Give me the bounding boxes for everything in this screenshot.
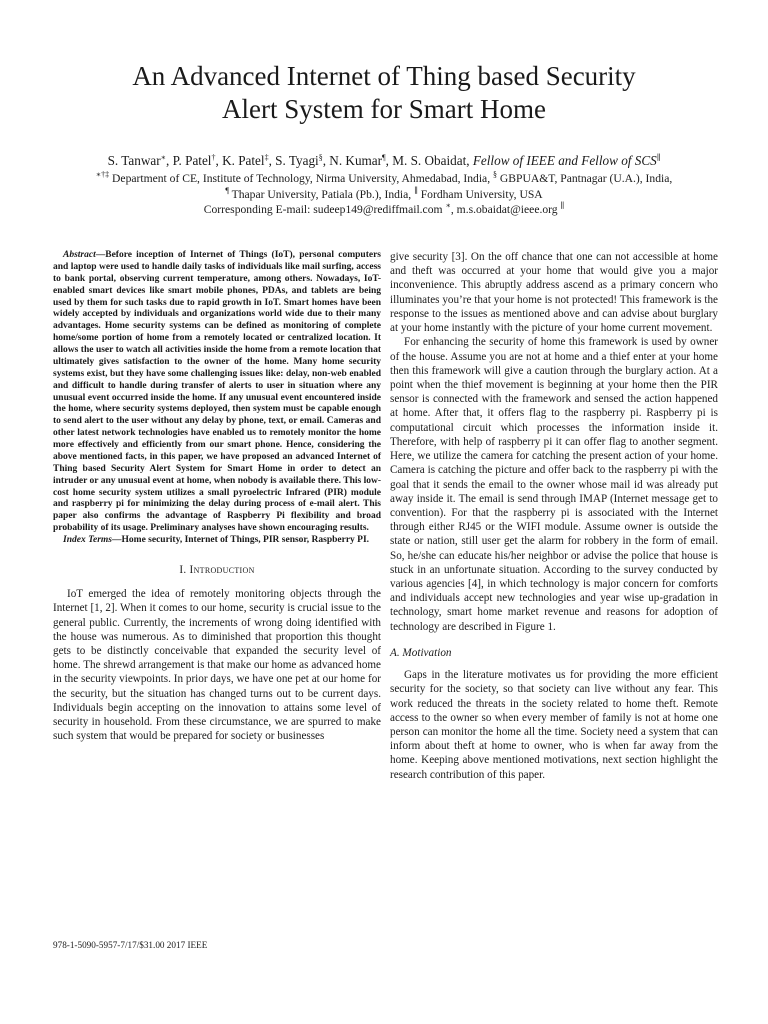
author-6-mark: ∥: [656, 153, 661, 162]
motivation-paragraph: Gaps in the literature motivates us for providing the more efficient security for the society, so that society can live without any fear. This work reduced the threats in the society related to home theft. Remote access to the owner so when every member of family is not at home one person can monitor the home all the time. Society need a system that can inform about theft at home to owner, who is when far away from the home. Keeping above mentioned motivations, next section highlight the research contribution of this paper.: [390, 669, 718, 781]
author-2: P. Patel: [172, 153, 212, 168]
author-list: S. Tanwar∗, P. Patel†, K. Patel‡, S. Tyagi§, N. Kumar¶, M. S. Obaidat, Fellow of IEEE and Fellow of SCS∥: [107, 153, 661, 168]
author-1: S. Tanwar: [107, 153, 161, 168]
paper-title: [40, 60, 728, 126]
subsection-heading-motivation: A. Motivation: [390, 646, 452, 659]
author-4-mark: §: [318, 153, 323, 162]
intro-paragraph-1-part-2: give security [3]. On the off chance that one can not accessible at home and theft was occurred at your home that would give you a major inconvenience. This abruptly address ascend as a primary concern who illuminates you’re that your home is not protected! This framework is the response to the issues as mentioned above and can advise about burglary at your home instantly with the picture of your home current movement.: [390, 251, 718, 335]
affil-mark-2: §: [493, 170, 497, 179]
index-terms: [53, 535, 381, 547]
affil-gbpuat: GBPUA&T, Pantnagar (U.A.), India,: [499, 172, 673, 185]
email-1: Corresponding E-mail: sudeep149@rediffmail.com: [203, 203, 443, 216]
author-1-mark: ∗: [160, 153, 167, 162]
author-5-mark: ¶: [382, 153, 386, 162]
affiliations: [20, 171, 748, 218]
intro-paragraph-1-part-1: IoT emerged the idea of remotely monitoring objects through the Internet [1, 2]. When it comes to our home, security is crucial issue to the general public. Currently, the increments of wrong doing identified with the house was numerous. As to diminished that proportion this thought gets to be distinctly conceivable that expanded the security level of home. The shrewd arrangement is that make our home as advanced home in the security viewpoints. In prior days, we have one pet at our home for the security, but the situation has changed turns out to be current days. Individuals begin accepting on the innovation to attains some level of security in household. From these circumstance, we are spurred to make such system that would be prepared for society or businesses: [53, 588, 381, 743]
email-2: , m.s.obaidat@ieee.org: [450, 203, 558, 216]
abstract: [53, 250, 381, 535]
author-6: M. S. Obaidat,: [392, 153, 470, 168]
right-column: [390, 250, 718, 782]
abstract-label: Abstract: [63, 250, 96, 260]
intro-paragraph-2: For enhancing the security of home this framework is used by owner of the house. Assume you are not at home and a thief enter at your home then this framework will give a caution through the burglary action. At a point when the thief movement is beginning at your home then the PIR sensor is connected with the framework and sensed the action happened at home. After that, it offers flag to the raspberry pi. Raspberry pi is computational circuit which processes the information inside it. Therefore, with help of raspberry pi it can offer flag to another segment. Here, we utilize the camera for catching the present action of your home. Camera is catching the picture and offer back to the raspberry pi with the goal that it sends the email to the owner whose mail id was already put away inside it. The email is send through IMAP (Internet message get to convention). For that the raspberry pi is associated with the Internet through either RJ45 or the WIFI module. Assume owner is outside the state or nation, still user get the alarm for robbery in the form of email. So, he/she can educate his/her neighbor or advise the police that house is stuck in an unfortunate situation. According to the survey conducted by various agencies [4], in which technology is major concern for comforts and individuals accept new technologies and year wise up-gradation in technology, smart home market revenue and reasons for adoption of technology are described in Figure 1.: [390, 336, 718, 633]
title-line-2: Alert System for Smart Home: [222, 94, 546, 124]
email-mark-2: ∥: [560, 201, 565, 210]
affil-mark-1: ∗†‡: [95, 170, 110, 179]
author-2-mark: †: [211, 153, 216, 162]
email-mark-1: ∗: [445, 201, 451, 210]
author-6-fellow: Fellow of IEEE and Fellow of SCS: [472, 153, 657, 168]
author-4: S. Tyagi: [275, 153, 319, 168]
affil-thapar: Thapar University, Patiala (Pb.), India,: [231, 187, 412, 201]
author-5: N. Kumar: [329, 153, 383, 168]
corresponding-email-line: [20, 202, 748, 218]
affil-mark-4: ∥: [414, 185, 418, 195]
affil-nirma: Department of CE, Institute of Technology, Nirma University, Ahmedabad, India,: [112, 172, 491, 185]
copyright-footer: 978-1-5090-5957-7/17/$31.00 2017 IEEE: [53, 940, 208, 950]
section-heading-introduction: I. Introduction: [179, 563, 255, 576]
left-column: [53, 250, 381, 744]
affiliation-line-2: [20, 187, 748, 203]
title-line-1: An Advanced Internet of Thing based Security: [132, 61, 636, 91]
affil-mark-3: ¶: [225, 185, 229, 195]
affiliation-line-1: [20, 171, 748, 187]
index-terms-label: Index Terms: [63, 535, 113, 545]
author-3: K. Patel: [222, 153, 265, 168]
author-3-mark: ‡: [264, 153, 269, 162]
affil-fordham: Fordham University, USA: [420, 187, 543, 201]
abstract-text: —Before inception of Internet of Things (IoT), personal computers and laptop were used to handle daily tasks of individuals like mail surfing, access to bank portal, observing current temperature, among others. Nowadays, IoT-enabled smart devices like smart mobile phones, PDAs, and tablets are being used by them for such tasks due to rapid growth in IoT. Smart homes have been widely accepted by individuals and organizations world wide due to their many advantages. Home security systems can be defined as monitoring of complete home/some portion of home from a remotely located or centralized location. It allows the user to watch all activities inside the home from a remote location that ultimately gives satisfaction to the owner of the home. Many home security systems exist, but they have some challenging issues like: delay, non-web enabled and difficult to handle during transfer of alerts to user in situation where any unusual event occurred inside the home. If any unusual event encountered inside the home, where security systems deployed, then system must be capable enough to send alert to the user without any delay by phone, text, or email. Cameras and other latest network technologies have enabled us to remotely monitor the home more effectively and efficiently from our smart phone. Hence, considering the above mentioned facts, in this paper, we have proposed an advanced Internet of Thing based Security Alert System for Smart Home in order to detect an intruder or any unusual event at home, when nobody is available there. This low-cost home security system utilizes a small pyroelectric Infrared (PIR) module and raspberry pi for minimizing the delay during process of e-mail alert. This paper also confirms the advantage of Raspberry Pi flexibility and broad probability of its usage. Preliminary analyses have shown encouraging results.: [53, 250, 381, 534]
index-terms-text: —Home security, Internet of Things, PIR sensor, Raspberry PI.: [112, 535, 370, 545]
